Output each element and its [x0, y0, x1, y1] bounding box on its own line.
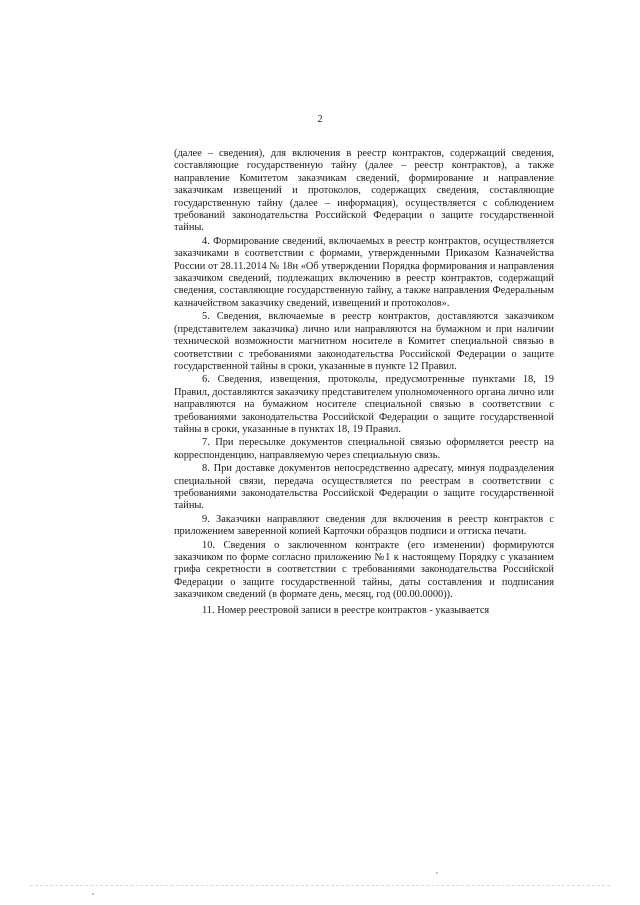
paragraph-4: 4. Формирование сведений, включаемых в реестр контрактов, осуществляется заказчиками в соответствии с формами, утвержденными Приказом Казначейства России от 28.11.2014 № 18н «Об утверждении Порядка формирования и направления заказчиком сведений, подлежащих включению в реестр контрактов, содержащий сведения, составляющие государственную тайну, а также направления Федеральным казначейством заказчику сведений, извещений и протоколов».	[174, 235, 554, 309]
paragraph-11: 11. Номер реестровой записи в реестре контрактов - указывается	[202, 604, 490, 616]
paragraph-6: 6. Сведения, извещения, протоколы, предусмотренные пунктами 18, 19 Правил, доставляются заказчику представителем уполномоченного органа лично или направляются на бумажном носителе специальной связью в соответствии с требованиями законодательства Российской Федерации о защите государственной тайны в сроки, указанные в пунктах 18, 19 Правил.	[174, 374, 554, 435]
page-number: 2	[317, 114, 323, 125]
paragraph-7: 7. При пересылке документов специальной связью оформляется реестр на корреспонденцию, направляемую через специальную связь.	[174, 437, 554, 461]
paragraph-continuation: (далее – сведения), для включения в реестр контрактов, содержащий сведения, составляющие государственную тайну (далее – реестр контрактов), а также направление Комитетом заказчикам сведений, формирование и направление заказчикам извещений и протоколов, содержащих сведения, составляющие государственную тайну (далее – информация), осуществляется с соблюдением требований законодательства Российской Федерации о защите государственной тайны.	[174, 148, 554, 234]
paragraph-9: 9. Заказчики направляют сведения для включения в реестр контрактов с приложением заверенной копией Карточки образцов подписи и оттиска печати.	[174, 513, 554, 538]
paragraph-5: 5. Сведения, включаемые в реестр контрактов, доставляются заказчиком (представителем заказчика) лично или направляются на бумажном и при наличии технической возможности магнитном носителе в Комитет специальной связью в соответствии с требованиями законодательства Российской Федерации о защите государственной тайны в сроки, указанные в пункте 12 Правил.	[174, 311, 554, 372]
paragraph-8: 8. При доставке документов непосредственно адресату, минуя подразделения специальной связи, передача осуществляется по реестрам в соответствии с требованиями законодательства Российской Федерации о защите государственной тайны.	[174, 463, 554, 512]
scan-speck	[436, 872, 438, 874]
paragraph-10: 10. Сведения о заключенном контракте (его изменении) формируются заказчиком по форме согласно приложению №1 к настоящему Порядку с указанием грифа секретности в соответствии с требованиями законодательства Российской Федерации о защите государственной тайны, даты составления и подписания заказчиком сведений (в формате день, месяц, год (00.00.0000)).	[174, 539, 554, 601]
scan-edge-artifact	[30, 885, 610, 892]
scan-speck	[92, 893, 94, 895]
document-body	[174, 148, 554, 618]
